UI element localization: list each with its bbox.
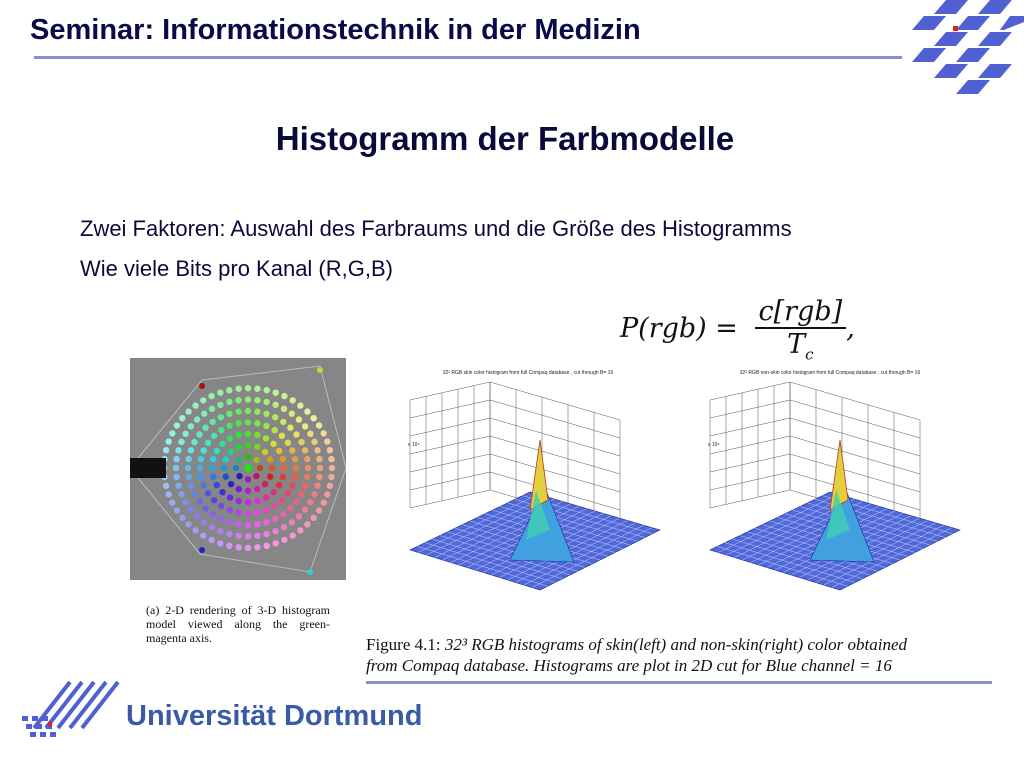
color-dot — [217, 528, 223, 534]
color-dot — [290, 532, 296, 538]
color-dot — [196, 498, 202, 504]
formula-numerator: c[rgb] — [755, 296, 847, 329]
grid-line — [410, 490, 490, 508]
color-dot — [307, 499, 313, 505]
color-dot — [217, 540, 223, 546]
color-dot — [281, 524, 287, 530]
color-dot — [192, 527, 198, 533]
color-dot — [272, 516, 278, 522]
grid-line — [410, 382, 490, 400]
color-dot — [305, 465, 311, 471]
color-dot — [328, 456, 334, 462]
color-dot — [328, 474, 334, 480]
color-dot — [316, 474, 322, 480]
grid-line — [490, 454, 620, 492]
color-dot — [182, 499, 188, 505]
color-dot — [311, 515, 317, 521]
color-dot — [254, 521, 260, 527]
color-dot — [272, 402, 278, 408]
color-dot — [186, 456, 192, 462]
color-dot — [178, 439, 184, 445]
color-dot — [296, 513, 302, 519]
color-dot — [173, 474, 179, 480]
university-name: Universität Dortmund — [126, 700, 423, 732]
color-dot — [236, 498, 242, 504]
color-dot — [235, 386, 241, 392]
color-dot — [276, 448, 282, 454]
color-dot — [302, 423, 308, 429]
color-dot — [236, 486, 242, 492]
color-dot — [201, 447, 207, 453]
color-dot — [267, 456, 273, 462]
color-dot — [273, 540, 279, 546]
nonskin-plot-title: 32³ RGB non-skin color histogram from full Compaq database , cut through B= 16 — [739, 370, 921, 376]
nonskin-histogram-plot — [710, 382, 960, 590]
header-divider — [34, 56, 902, 59]
header-title: Seminar: Informationstechnik in der Medizin — [30, 14, 641, 46]
color-dot — [298, 491, 304, 497]
color-dot — [316, 456, 322, 462]
grid-line — [790, 418, 920, 456]
color-dot — [205, 440, 211, 446]
color-dot — [245, 396, 251, 402]
grid-line — [410, 418, 490, 436]
color-dot — [321, 430, 327, 436]
color-dot — [236, 457, 242, 463]
color-dot — [236, 444, 242, 450]
color-dot — [228, 449, 234, 455]
color-dot — [169, 430, 175, 436]
skin-histogram-plot — [410, 382, 660, 590]
color-dot — [272, 503, 278, 509]
grid-line — [490, 400, 620, 438]
color-dot — [186, 474, 192, 480]
rgb-histogram-plots — [370, 360, 1020, 630]
color-dot — [285, 490, 291, 496]
color-dot — [169, 499, 175, 505]
color-dot — [317, 465, 323, 471]
slide-title: Histogramm der Farbmodelle — [275, 120, 735, 157]
color-dot — [273, 390, 279, 396]
color-dot — [174, 422, 180, 428]
color-dot — [245, 453, 251, 459]
color-dot — [293, 498, 299, 504]
color-dot — [276, 482, 282, 488]
grid-line — [790, 436, 920, 474]
color-dot — [245, 408, 251, 414]
color-dot — [269, 465, 275, 471]
grid-line — [710, 490, 790, 508]
color-dot — [254, 397, 260, 403]
figure-caption — [366, 634, 907, 677]
color-dot — [302, 482, 308, 488]
color-dot — [245, 533, 251, 539]
color-dot — [188, 506, 194, 512]
color-dot — [263, 507, 269, 513]
color-dot — [314, 447, 320, 453]
probability-formula — [620, 296, 855, 363]
color-dot — [228, 481, 234, 487]
color-dot — [287, 505, 293, 511]
color-dot — [235, 420, 241, 426]
grid-line — [710, 454, 790, 472]
color-dot — [219, 441, 225, 447]
color-dot — [314, 483, 320, 489]
color-dot — [226, 543, 232, 549]
color-dot — [202, 505, 208, 511]
color-dot — [226, 411, 232, 417]
color-dot — [304, 474, 310, 480]
color-dot — [210, 456, 216, 462]
skin-plot-scale: x 10⁴ — [408, 442, 420, 448]
university-logo-top — [906, 0, 1024, 96]
color-dot — [263, 423, 269, 429]
color-dot — [209, 524, 215, 530]
color-dot — [254, 432, 260, 438]
color-dot — [179, 515, 185, 521]
color-dot — [245, 431, 251, 437]
color-dot — [214, 482, 220, 488]
color-dot — [210, 511, 216, 517]
color-dot — [210, 474, 216, 480]
color-dot — [200, 397, 206, 403]
grid-line — [410, 472, 490, 490]
color-dot — [262, 481, 268, 487]
color-dot — [198, 456, 204, 462]
color-dot — [194, 513, 200, 519]
color-dot — [297, 527, 303, 533]
color-dot — [292, 474, 298, 480]
color-dot — [311, 415, 317, 421]
color-dot — [178, 491, 184, 497]
formula-tail: , — [846, 313, 855, 345]
color-dot — [254, 486, 260, 492]
color-dot — [185, 521, 191, 527]
color-dot — [289, 411, 295, 417]
color-dot — [263, 519, 269, 525]
color-dot — [205, 490, 211, 496]
color-dot — [307, 431, 313, 437]
color-dot — [285, 440, 291, 446]
color-dot — [289, 447, 295, 453]
color-dot — [280, 511, 286, 517]
formula-subscript: c — [805, 345, 814, 364]
color-dot — [245, 385, 251, 391]
color-dot — [272, 528, 278, 534]
color-dot — [321, 499, 327, 505]
color-dot — [279, 433, 285, 439]
color-dot — [297, 402, 303, 408]
grid-line — [490, 436, 620, 474]
color-dot — [270, 441, 276, 447]
color-dot — [163, 483, 169, 489]
skin-plot-title: 32³ RGB skin color histogram from full Compaq database , cut through B= 16 — [442, 370, 614, 376]
color-dot — [221, 465, 227, 471]
color-dot — [245, 510, 251, 516]
color-dot — [302, 447, 308, 453]
color-dot — [293, 431, 299, 437]
color-dot — [191, 491, 197, 497]
grid-line — [790, 400, 920, 438]
color-dot — [329, 465, 335, 471]
figure-caption-line1: 32³ RGB histograms of skin(left) and non-skin(right) color obtained — [444, 635, 908, 654]
color-dot — [281, 465, 287, 471]
grid-line — [490, 382, 620, 420]
color-dot — [209, 465, 215, 471]
color-dot — [280, 474, 286, 480]
color-dot — [188, 447, 194, 453]
color-dot — [218, 503, 224, 509]
color-dot — [201, 482, 207, 488]
color-dot — [227, 435, 233, 441]
color-dot — [182, 431, 188, 437]
color-dot — [316, 422, 322, 428]
color-dot — [254, 544, 260, 550]
color-dot — [233, 465, 239, 471]
color-dot — [223, 456, 229, 462]
formula-denominator — [755, 329, 847, 363]
grid-line — [410, 454, 490, 472]
color-dot — [324, 491, 330, 497]
color-dot — [279, 497, 285, 503]
color-dot — [163, 447, 169, 453]
color-dot — [304, 521, 310, 527]
figure-caption-prefix: Figure 4.1: — [366, 635, 441, 654]
color-dot — [254, 386, 260, 392]
bullet-2: Wie viele Bits pro Kanal (R,G,B) — [80, 256, 393, 281]
color-dot — [254, 444, 260, 450]
color-dot — [175, 447, 181, 453]
color-dot — [173, 465, 179, 471]
color-dot — [296, 416, 302, 422]
color-dot — [235, 397, 241, 403]
color-dot — [227, 494, 233, 500]
grid-line — [710, 436, 790, 454]
color-dot — [254, 533, 260, 539]
color-dot — [211, 433, 217, 439]
color-dot — [254, 420, 260, 426]
color-dot — [226, 531, 232, 537]
color-dot — [245, 476, 251, 482]
color-dot — [173, 456, 179, 462]
color-dot — [236, 473, 242, 479]
color-dot — [298, 439, 304, 445]
color-dot — [210, 419, 216, 425]
color-dot — [263, 435, 269, 441]
grid-line — [710, 382, 790, 400]
color-dot — [327, 483, 333, 489]
color-dot — [218, 414, 224, 420]
color-dot — [245, 442, 251, 448]
formula-denominator-base: T — [787, 329, 806, 360]
color-dot — [263, 399, 269, 405]
color-dot — [201, 519, 207, 525]
color-dot — [311, 491, 317, 497]
grid-line — [410, 436, 490, 454]
color-dot — [223, 474, 229, 480]
color-dot — [235, 544, 241, 550]
color-dot — [245, 419, 251, 425]
color-dot — [218, 516, 224, 522]
color-dot — [191, 439, 197, 445]
color-dot — [293, 465, 299, 471]
color-dot — [217, 390, 223, 396]
color-dot — [219, 489, 225, 495]
color-dot — [200, 532, 206, 538]
color-dot — [327, 447, 333, 453]
color-dot — [257, 465, 263, 471]
color-dot — [201, 411, 207, 417]
bullet-1: Zwei Faktoren: Auswahl des Farbraums und die Größe des Histogramms — [80, 216, 792, 241]
university-logo-bottom — [20, 680, 120, 746]
color-dot — [263, 411, 269, 417]
color-dot — [272, 414, 278, 420]
color-dot — [166, 491, 172, 497]
color-dot — [280, 419, 286, 425]
color-dot — [253, 473, 259, 479]
color-dot — [253, 457, 259, 463]
formula-fraction — [755, 296, 847, 363]
grid-line — [490, 418, 620, 456]
color-dot — [272, 427, 278, 433]
color-dot — [304, 408, 310, 414]
color-dot — [198, 474, 204, 480]
color-dot — [179, 415, 185, 421]
color-dot — [263, 494, 269, 500]
color-dot — [209, 406, 215, 412]
color-dot — [235, 510, 241, 516]
nonskin-plot-scale: x 10⁴ — [708, 442, 720, 448]
color-dot — [188, 482, 194, 488]
color-dot — [245, 499, 251, 505]
color-dot — [324, 438, 330, 444]
color-dot — [262, 449, 268, 455]
color-dot — [235, 409, 241, 415]
color-dot — [174, 507, 180, 513]
color-dot — [245, 488, 251, 494]
grid-line — [790, 454, 920, 492]
color-dot — [226, 507, 232, 513]
color-dot — [263, 531, 269, 537]
formula-lhs: P(rgb) = — [620, 313, 738, 345]
color-dot — [236, 432, 242, 438]
color-dot — [316, 507, 322, 513]
color-dot — [254, 409, 260, 415]
color-dot — [226, 399, 232, 405]
color-dot — [290, 397, 296, 403]
color-dot — [235, 533, 241, 539]
color-dot — [281, 406, 287, 412]
color-dot — [211, 497, 217, 503]
color-dot — [264, 387, 270, 393]
color-dot — [175, 483, 181, 489]
grid-line — [790, 382, 920, 420]
color-dot — [245, 545, 251, 551]
color-dot — [185, 465, 191, 471]
color-dot — [254, 510, 260, 516]
color-dot — [218, 427, 224, 433]
color-dot — [217, 402, 223, 408]
color-dot — [245, 522, 251, 528]
color-dot — [192, 402, 198, 408]
color-histogram-2d-image — [130, 358, 346, 580]
color-dot — [208, 537, 214, 543]
color-dot — [226, 519, 232, 525]
color-dot — [188, 423, 194, 429]
footer-divider — [366, 681, 992, 684]
color-dot — [289, 482, 295, 488]
color-dot — [267, 474, 273, 480]
left-figure-caption: (a) 2-D rendering of 3-D histogram model viewed along the green-magenta axis. — [146, 603, 330, 646]
color-dot — [226, 423, 232, 429]
figure-caption-line2: from Compaq database. Histograms are plot in 2D cut for Blue channel = 16 — [366, 656, 892, 676]
grid-line — [710, 472, 790, 490]
color-dot — [235, 521, 241, 527]
grid-line — [710, 418, 790, 436]
color-dot — [214, 448, 220, 454]
color-dot — [281, 537, 287, 543]
color-dot — [166, 438, 172, 444]
color-dot — [197, 465, 203, 471]
color-dot — [208, 393, 214, 399]
color-dot — [196, 431, 202, 437]
color-dot — [185, 408, 191, 414]
color-dot — [202, 425, 208, 431]
color-dot — [264, 543, 270, 549]
color-dot — [270, 489, 276, 495]
color-dot — [311, 439, 317, 445]
color-dot — [281, 393, 287, 399]
color-dot — [304, 456, 310, 462]
color-dot — [194, 416, 200, 422]
grid-line — [410, 400, 490, 418]
color-dot — [254, 498, 260, 504]
color-dot — [302, 506, 308, 512]
color-dot — [287, 425, 293, 431]
color-dot — [289, 519, 295, 525]
color-dot — [292, 456, 298, 462]
color-dot — [280, 456, 286, 462]
color-dot — [226, 387, 232, 393]
grid-line — [710, 400, 790, 418]
